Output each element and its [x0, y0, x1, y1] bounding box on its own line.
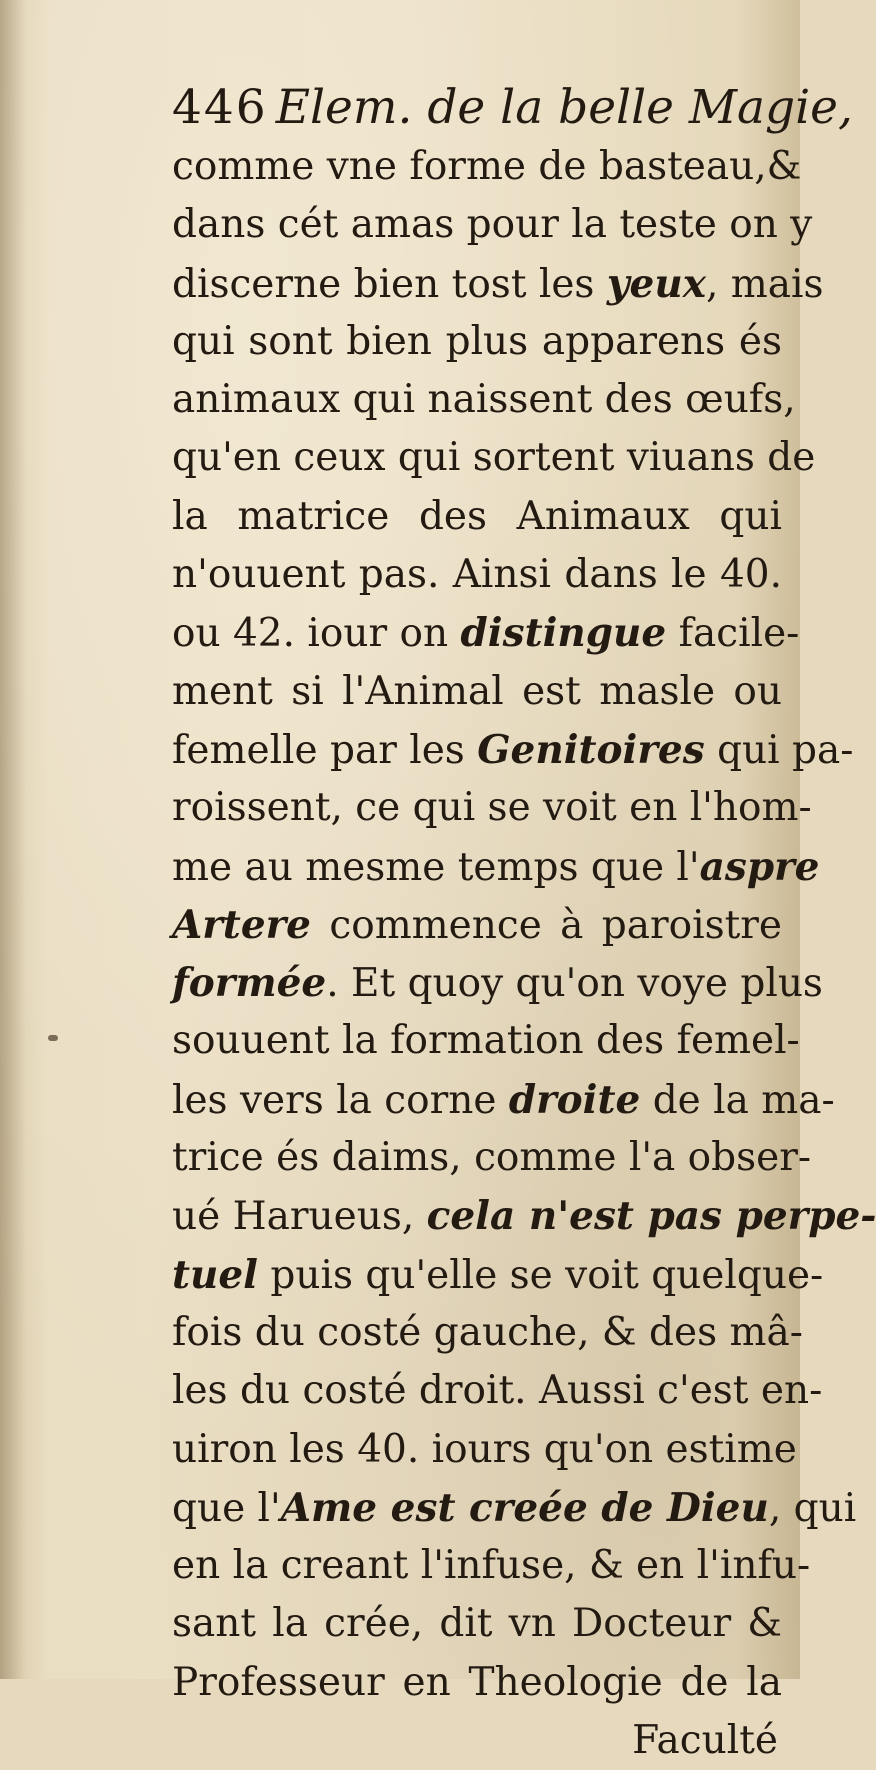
- text-segment: n'ouuent pas. Ainsi dans le 40.: [172, 552, 782, 598]
- italic-emphasis: tuel: [172, 1251, 258, 1298]
- italic-emphasis: aspre: [699, 843, 820, 890]
- text-line: [172, 429, 816, 487]
- text-segment: trice és daims, comme l'a obser-: [172, 1135, 812, 1181]
- italic-emphasis: Genitoires: [477, 726, 705, 773]
- text-line: [172, 488, 782, 546]
- text-segment: animaux qui naissent des œufs,: [172, 377, 796, 423]
- text-segment: qui pa-: [704, 727, 854, 773]
- text-segment: . Et quoy qu'on voye plus: [326, 961, 823, 1007]
- text-line: [172, 954, 823, 1012]
- gutter-shadow: [0, 0, 26, 1679]
- text-line: [172, 546, 782, 604]
- text-segment: qu'en ceux qui sortent viuans de: [172, 435, 816, 481]
- text-line: [172, 196, 813, 254]
- text-segment: Professeur en Theologie de la: [172, 1659, 782, 1705]
- text-line: [172, 838, 820, 896]
- page-number: 446: [172, 80, 268, 135]
- italic-emphasis: formée: [172, 960, 327, 1007]
- text-segment: les vers la corne: [172, 1077, 509, 1123]
- text-line: [172, 1187, 876, 1245]
- running-header: [172, 78, 853, 138]
- text-segment: uiron les 40. iours qu'on estime: [172, 1426, 797, 1472]
- text-segment: la matrice des Animaux qui: [172, 493, 782, 539]
- text-segment: en la creant l'infuse, & en l'infu-: [172, 1543, 811, 1589]
- text-segment: discerne bien tost les: [172, 261, 607, 307]
- text-block: [172, 78, 876, 1770]
- text-segment: les du costé droit. Aussi c'est en-: [172, 1368, 823, 1414]
- italic-emphasis: Artere: [172, 901, 311, 948]
- text-line: [172, 1362, 823, 1420]
- italic-emphasis: distingue: [460, 610, 667, 657]
- text-segment: de la ma-: [640, 1077, 835, 1123]
- ink-smudge: [48, 1035, 58, 1041]
- text-segment: souuent la formation des femel-: [172, 1018, 800, 1064]
- text-segment: , qui: [768, 1485, 857, 1531]
- text-line: [172, 255, 824, 313]
- text-line: [172, 1595, 782, 1653]
- text-segment: fois du costé gauche, & des mâ-: [172, 1309, 803, 1355]
- text-segment: femelle par les: [172, 727, 478, 773]
- text-line: [172, 371, 796, 429]
- text-line: [172, 1129, 812, 1187]
- body-text: [172, 138, 876, 1712]
- text-segment: puis qu'elle se voit quelque-: [258, 1252, 824, 1298]
- text-line: [172, 1246, 824, 1304]
- text-segment: me au mesme temps que l': [172, 844, 700, 890]
- text-line: [172, 1421, 797, 1479]
- catchword: Faculté: [632, 1718, 778, 1764]
- text-segment: roissent, ce qui se voit en l'hom-: [172, 785, 812, 831]
- text-segment: qui sont bien plus apparens és: [172, 318, 782, 364]
- text-line: [172, 1304, 803, 1362]
- text-segment: ment si l'Animal est masle ou: [172, 668, 782, 714]
- text-line: [172, 138, 802, 196]
- text-line: [172, 896, 782, 954]
- text-segment: commence à paroistre: [311, 902, 782, 948]
- text-segment: ou 42. iour on: [172, 611, 461, 657]
- text-line: [172, 1071, 835, 1129]
- italic-emphasis: Ame est creée de Dieu: [280, 1484, 769, 1531]
- text-line: [172, 779, 812, 837]
- text-segment: , mais: [705, 261, 824, 307]
- text-line: [172, 604, 800, 662]
- italic-emphasis: cela n'est pas perpe-: [426, 1193, 876, 1240]
- italic-emphasis: droite: [508, 1076, 641, 1123]
- text-line: [172, 1479, 857, 1537]
- text-segment: sant la crée, dit vn Docteur &: [172, 1601, 782, 1647]
- text-line: [172, 1654, 782, 1712]
- text-line: [172, 313, 782, 371]
- text-line: [172, 1537, 811, 1595]
- text-segment: facile-: [666, 611, 800, 657]
- text-line: [172, 663, 782, 721]
- text-line: [172, 1012, 800, 1070]
- text-segment: ué Harueus,: [172, 1194, 427, 1240]
- running-title: Elem. de la belle Magie,: [275, 80, 853, 135]
- text-line: [172, 721, 854, 779]
- text-segment: comme vne forme de basteau,&: [172, 144, 802, 189]
- text-segment: que l': [172, 1485, 281, 1531]
- italic-emphasis: yeux: [606, 260, 706, 307]
- text-segment: dans cét amas pour la teste on y: [172, 202, 813, 248]
